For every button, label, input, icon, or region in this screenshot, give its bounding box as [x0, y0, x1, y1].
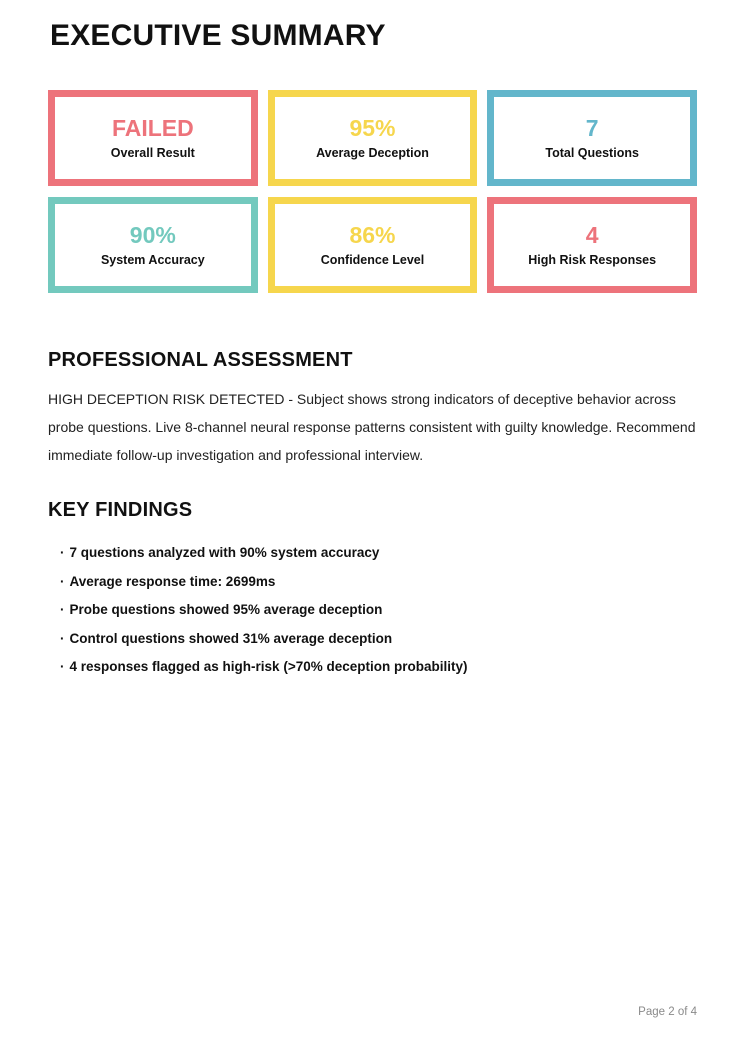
finding-item: · 4 responses flagged as high-risk (>70% deception probability) — [60, 653, 697, 682]
stat-card — [48, 90, 258, 186]
key-findings-list — [48, 539, 697, 682]
stat-value: 4 — [585, 221, 599, 248]
section-heading-professional-assessment: PROFESSIONAL ASSESSMENT — [48, 349, 353, 371]
page-number: Page 2 of 4 — [638, 1006, 697, 1018]
finding-item: · Average response time: 2699ms — [60, 568, 697, 597]
section-heading-key-findings: KEY FINDINGS — [48, 499, 193, 521]
stat-label: High Risk Responses — [528, 252, 657, 267]
stat-label: System Accuracy — [100, 252, 205, 267]
stat-card — [268, 90, 478, 186]
stat-card — [48, 197, 258, 293]
stat-value: 7 — [585, 114, 599, 141]
finding-item: · Probe questions showed 95% average deception — [60, 596, 697, 625]
stat-card-grid — [48, 90, 697, 293]
stat-label: Total Questions — [545, 145, 639, 160]
stat-label: Average Deception — [316, 145, 429, 160]
stat-card — [487, 90, 697, 186]
assessment-body-text: HIGH DECEPTION RISK DETECTED - Subject shows strong indicators of deceptive behavior across probe questions. Live 8-channel neural response patterns consistent with guilty knowledge. Recommend immediate follow-up investigation and professional interview. — [48, 391, 696, 463]
finding-item: · Control questions showed 31% average deception — [60, 625, 697, 654]
stat-card — [487, 197, 697, 293]
stat-label: Overall Result — [110, 145, 195, 160]
stat-value: 90% — [129, 221, 176, 248]
stat-value: FAILED — [111, 114, 194, 141]
stat-value: 86% — [349, 221, 396, 248]
stat-value: 95% — [349, 114, 396, 141]
finding-item: · 7 questions analyzed with 90% system accuracy — [60, 539, 697, 568]
stat-card — [268, 197, 478, 293]
page-title: EXECUTIVE SUMMARY — [50, 19, 386, 52]
stat-label: Confidence Level — [320, 252, 425, 267]
